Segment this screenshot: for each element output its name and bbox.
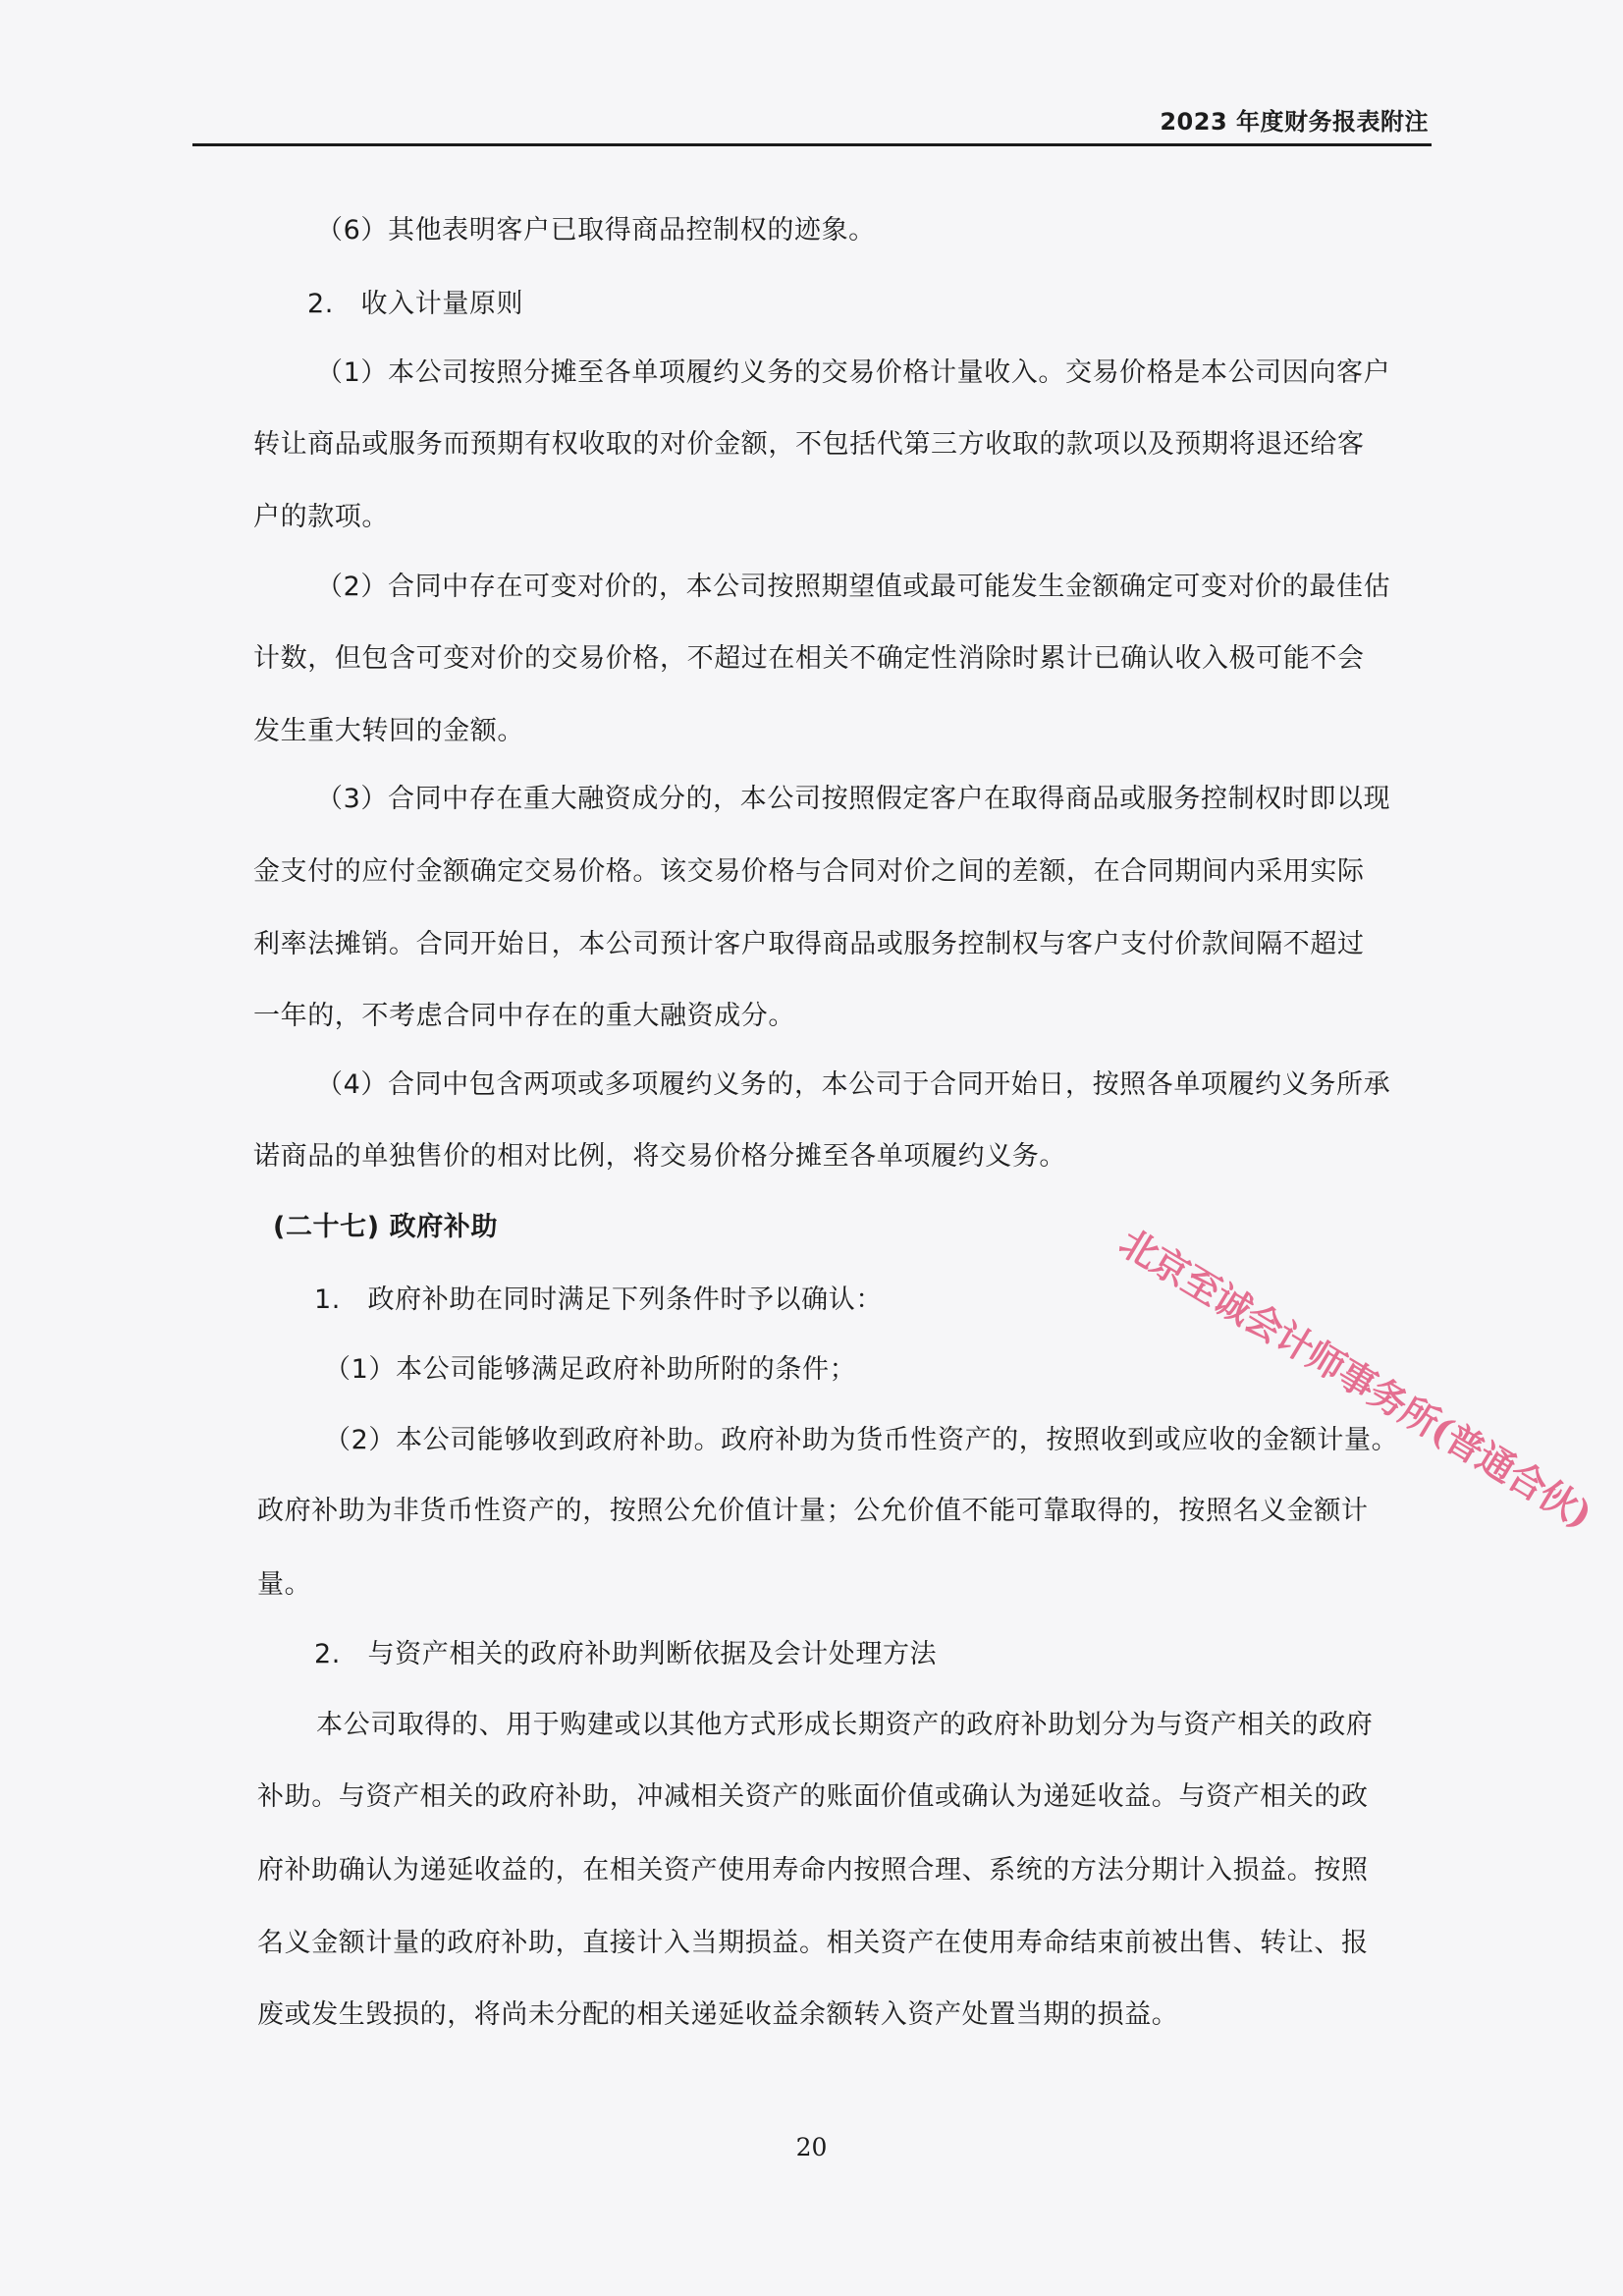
paragraph-line: 转让商品或服务而预期有权收取的对价金额，不包括代第三方收取的款项以及预期将退还给客	[253, 429, 1365, 460]
paragraph-line: （2）合同中存在可变对价的，本公司按照期望值或最可能发生金额确定可变对价的最佳估	[316, 572, 1391, 602]
paragraph-line: 量。	[257, 1569, 312, 1600]
header-rule	[192, 143, 1432, 146]
paragraph-line: 本公司取得的、用于购建或以其他方式形成长期资产的政府补助划分为与资产相关的政府	[316, 1710, 1374, 1740]
paragraph-line: 计数，但包含可变对价的交易价格，不超过在相关不确定性消除时累计已确认收入极可能不会	[253, 643, 1365, 674]
paragraph-line: 户的款项。	[253, 502, 389, 532]
section-heading: 2. 收入计量原则	[307, 289, 524, 319]
paragraph-line: 府补助确认为递延收益的，在相关资产使用寿命内按照合理、系统的方法分期计入损益。按照	[257, 1855, 1369, 1886]
auditor-seal-stamp: 北京至诚会计师事务所(普通合伙)	[1111, 1219, 1600, 1537]
paragraph-line: （1）本公司按照分摊至各单项履约义务的交易价格计量收入。交易价格是本公司因向客户	[316, 357, 1391, 388]
page-number: 20	[795, 2133, 828, 2161]
paragraph-line: 利率法摊销。合同开始日，本公司预计客户取得商品或服务控制权与客户支付价款间隔不超过	[253, 929, 1365, 959]
header-title: 2023 年度财务报表附注	[1160, 108, 1429, 136]
paragraph-line: （2）本公司能够收到政府补助。政府补助为货币性资产的，按照收到或应收的金额计量。	[324, 1425, 1399, 1455]
paragraph-line: 废或发生毁损的，将尚未分配的相关递延收益余额转入资产处置当期的损益。	[257, 1999, 1179, 2030]
paragraph-line: 政府补助为非货币性资产的，按照公允价值计量；公允价值不能可靠取得的，按照名义金额计	[257, 1496, 1369, 1526]
paragraph-line: 发生重大转回的金额。	[253, 716, 524, 746]
paragraph-line: 金支付的应付金额确定交易价格。该交易价格与合同对价之间的差额，在合同期间内采用实际	[253, 856, 1365, 887]
paragraph-line: 诺商品的单独售价的相对比例，将交易价格分摊至各单项履约义务。	[253, 1141, 1066, 1172]
section-heading: 1. 政府补助在同时满足下列条件时予以确认：	[314, 1285, 883, 1315]
paragraph-line: 名义金额计量的政府补助，直接计入当期损益。相关资产在使用寿命结束前被出售、转让、报	[257, 1928, 1369, 1958]
paragraph-line: （1）本公司能够满足政府补助所附的条件；	[324, 1354, 857, 1385]
section-heading: 2. 与资产相关的政府补助判断依据及会计处理方法	[314, 1639, 938, 1669]
paragraph-line: 一年的，不考虑合同中存在的重大融资成分。	[253, 1001, 795, 1031]
paragraph-line: 补助。与资产相关的政府补助，冲减相关资产的账面价值或确认为递延收益。与资产相关的政	[257, 1781, 1369, 1812]
paragraph-line: （4）合同中包含两项或多项履约义务的，本公司于合同开始日，按照各单项履约义务所承	[316, 1069, 1391, 1100]
paragraph-line: （3）合同中存在重大融资成分的，本公司按照假定客户在取得商品或服务控制权时即以现	[316, 784, 1391, 814]
paragraph-line: （6）其他表明客户已取得商品控制权的迹象。	[316, 215, 876, 246]
section-heading: (二十七) 政府补助	[273, 1212, 499, 1242]
